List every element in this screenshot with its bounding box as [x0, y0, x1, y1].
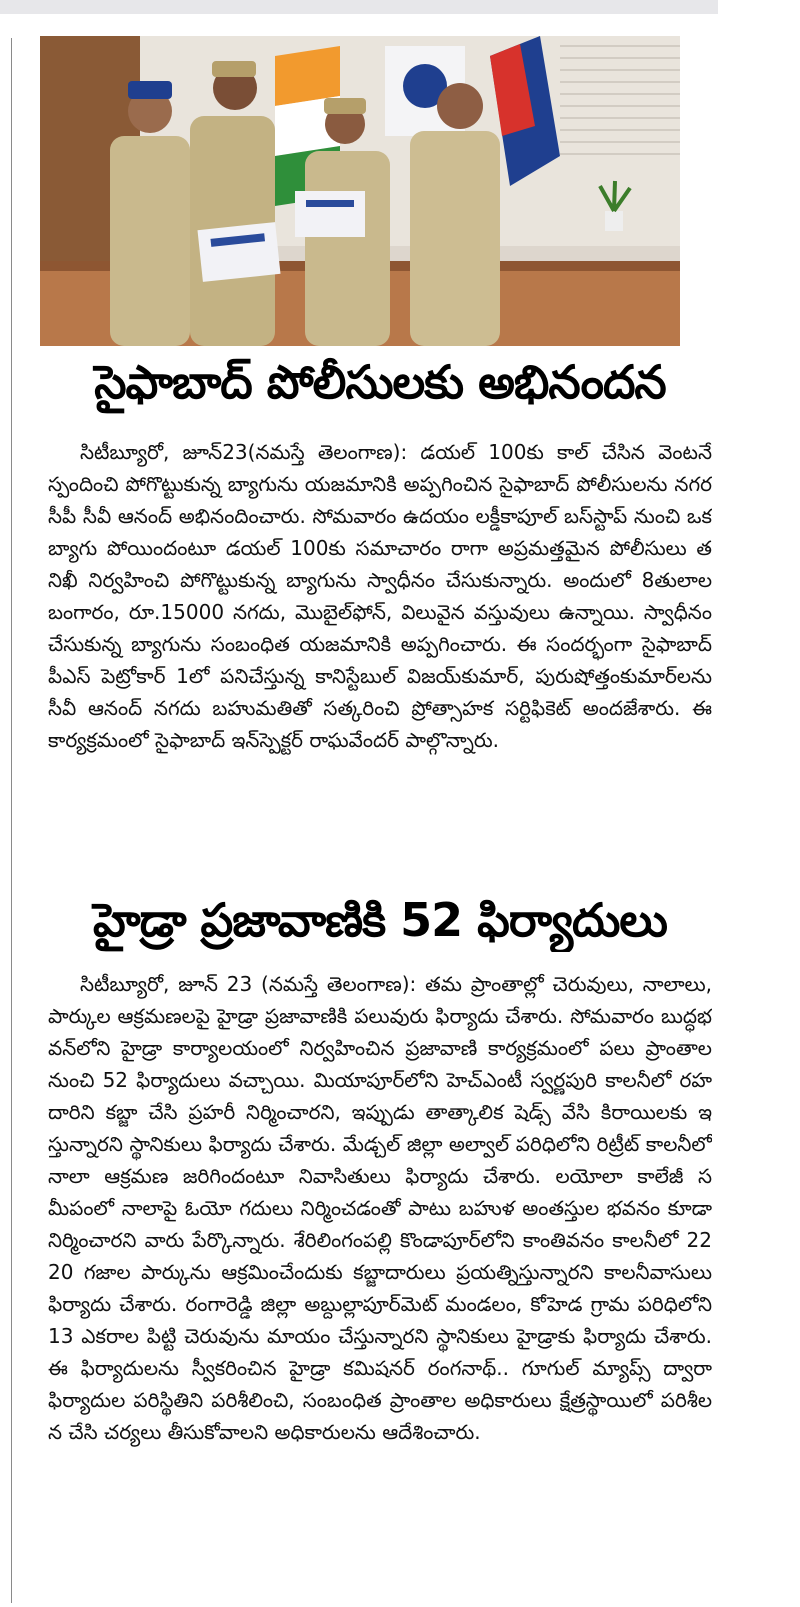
- headline-story1: సైఫాబాద్ పోలీసులకు అభినందన: [94, 355, 666, 409]
- column-rule: [11, 38, 12, 1603]
- article-body-story1: సిటీబ్యూరో, జూన్23(నమస్తే తెలంగాణ): డయల్ 100కు కాల్ చేసిన వెంటనే స్పందించి పోగొట్టుకున్న బ్యాగును యజమానికి అప్పగించిన సైఫాబాద్ పోలీసులను నగర సీపీ సీవీ ఆనంద్ అభినందించారు. సోమవారం ఉదయం లక్డీకాపూల్ బస్‌స్టాప్ నుంచి ఒక బ్యాగు పోయిందంటూ డయల్ 100కు సమాచారం రాగా అప్రమత్తమైన పోలీసులు తనిఖీ నిర్వహించి పోగొట్టుకున్న బ్యాగును స్వాధీనం చేసుకున్నారు. అందులో 8తులాల బంగారం, రూ.15000 నగదు, మొబైల్‌ఫోన్, విలువైన వస్తువులు ఉన్నాయి. స్వాధీనం చేసుకున్న బ్యాగును సంబంధిత యజమానికి అప్పగించారు. ఈ సందర్భంగా సైఫాబాద్ పీఎస్ పెట్రోకార్ 1లో పనిచేస్తున్న కానిస్టేబుల్ విజయ్‌కుమార్, పురుషోత్తంకుమార్‌లను సీవీ ఆనంద్ నగదు బహుమతితో సత్కరించి ప్రోత్సాహక సర్టిఫికెట్ అందజేశారు. ఈ కార్యక్రమంలో సైఫాబాద్ ఇన్‌స్పెక్టర్ రాఘవేందర్ పాల్గొన్నారు.: [48, 440, 712, 752]
- news-photo: [40, 36, 680, 346]
- article-body-story2: సిటీబ్యూరో, జూన్ 23 (నమస్తే తెలంగాణ): తమ ప్రాంతాల్లో చెరువులు, నాలాలు, పార్కుల ఆక్రమణలపై హైడ్రా ప్రజావాణికి పలువురు ఫిర్యాదు చేశారు. సోమవారం బుద్ధభవన్‌లోని హైడ్రా కార్యాలయంలో నిర్వహించిన ప్రజావాణి కార్యక్రమంలో పలు ప్రాంతాల నుంచి 52 ఫిర్యాదులు వచ్చాయి. మియాపూర్‌లోని హెచ్ఎంటీ స్వర్ణపురి కాలనీలో రహదారిని కబ్జా చేసి ప్రహరీ నిర్మించారని, ఇప్పుడు తాత్కాలిక షెడ్స్ వేసి కిరాయిలకు ఇస్తున్నారని స్థానికులు ఫిర్యాదు చేశారు. మేడ్చల్ జిల్లా అల్వాల్ పరిధిలోని రిట్రీట్ కాలనీలో నాలా ఆక్రమణ జరిగిందంటూ నివాసితులు ఫిర్యాదు చేశారు. లయోలా కాలేజీ సమీపంలో నాలాపై ఓయో గదులు నిర్మించడంతో పాటు బహుళ అంతస్తుల భవనం కూడా నిర్మించారని వారు పేర్కొన్నారు. శేరిలింగంపల్లి కొండాపూర్‌లోని కాంతివనం కాలనీలో 2220 గజాల పార్కును ఆక్రమించేందుకు కబ్జాదారులు ప్రయత్నిస్తున్నారని కాలనీవాసులు ఫిర్యాదు చేశారు. రంగారెడ్డి జిల్లా అబ్దుల్లాపూర్‌మెట్ మండలం, కోహెడ గ్రామ పరిధిలోని 13 ఎకరాల పిట్టి చెరువును మాయం చేస్తున్నారని స్థానికులు హైడ్రాకు ఫిర్యాదు చేశారు. ఈ ఫిర్యాదులను స్వీకరించిన హైడ్రా కమిషనర్ రంగనాథ్.. గూగుల్ మ్యాప్స్ ద్వారా ఫిర్యాదుల పరిస్థితిని పరిశీలించి, సంబంధిత ప్రాంతాల అధికారులు క్షేత్రస్థాయిలో పరిశీలన చేసి చర్యలు తీసుకోవాలని అధికారులను ఆదేశించారు.: [48, 972, 712, 1444]
- photo-illustration: [40, 36, 680, 346]
- top-bar: [0, 0, 718, 14]
- headline-story2: హైడ్రా ప్రజావాణికి 52 ఫిర్యాదులు: [93, 893, 667, 947]
